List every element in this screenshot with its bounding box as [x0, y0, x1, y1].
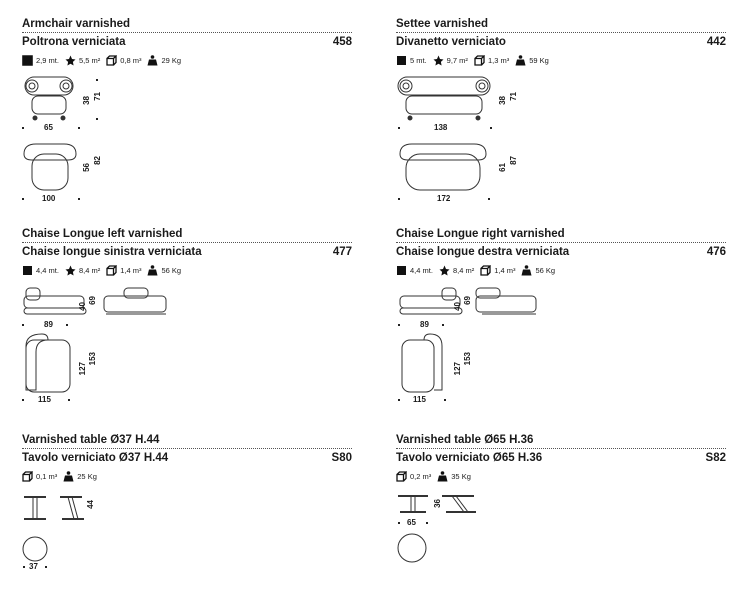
product-title-it: Chaise longue sinistra verniciata	[22, 242, 352, 259]
dim-seat-height: 38	[498, 96, 507, 105]
weight-icon	[147, 265, 158, 276]
dim-tick	[66, 324, 68, 326]
fabric-icon	[22, 55, 33, 66]
product-code: 477	[332, 246, 352, 258]
product-code: S82	[705, 452, 726, 464]
spec-value: 0,8 m³	[120, 55, 142, 65]
product-title-en: Chaise Longue left varnished	[22, 228, 183, 240]
product-title-en: Varnished table Ø37 H.44	[22, 434, 160, 446]
weight-icon	[437, 471, 448, 482]
spec-value: 35 Kg	[451, 471, 471, 481]
volume-icon	[106, 55, 117, 66]
spec-value: 4,4 mt.	[36, 265, 59, 275]
dim-seat-height: 40	[78, 302, 87, 311]
dim-tick	[490, 127, 492, 129]
spec-row	[22, 264, 352, 276]
dim-width-front: 65	[44, 123, 53, 132]
dim-depth-total: 153	[88, 352, 97, 366]
spec-value: 9,7 m²	[446, 55, 468, 65]
dim-depth-total: 82	[93, 156, 102, 165]
spec-value: 0,2 m³	[410, 471, 432, 481]
dim-tick	[22, 198, 24, 200]
armchair-top-drawing	[22, 142, 82, 194]
product-card-armchair	[22, 17, 352, 66]
chaise-left-top-drawing	[22, 332, 74, 394]
dim-tick	[23, 566, 25, 568]
volume-icon	[396, 471, 407, 482]
dim-depth-total: 153	[463, 352, 472, 366]
spec-value: 0,1 m³	[36, 471, 58, 481]
weight-icon	[63, 471, 74, 482]
spec-value: 8,4 m²	[78, 265, 101, 275]
product-code: 442	[706, 36, 726, 48]
spec-value: 56 Kg	[161, 265, 182, 275]
product-title-it: Poltrona verniciata	[22, 32, 352, 49]
dim-width-front: 89	[44, 320, 53, 329]
dim-tick	[22, 324, 24, 326]
dim-tick	[442, 324, 444, 326]
dim-tick	[96, 79, 98, 81]
product-code: 458	[332, 36, 352, 48]
dim-width-front: 89	[420, 320, 429, 329]
volume-icon	[22, 471, 33, 482]
settee-front-drawing	[396, 74, 496, 124]
product-code: S80	[331, 452, 352, 464]
dim-tick	[45, 566, 47, 568]
spec-row	[396, 264, 726, 276]
dim-tick	[96, 118, 98, 120]
product-card-chaise-right	[396, 227, 726, 276]
product-title-en: Armchair varnished	[22, 18, 131, 30]
dim-seat-height: 40	[453, 302, 462, 311]
product-card-table-37	[22, 433, 352, 482]
table-37-elevation-drawing	[22, 495, 86, 525]
dim-diameter: 37	[29, 562, 38, 571]
dim-diameter: 65	[407, 518, 416, 527]
spec-value: 1,3 m³	[487, 55, 510, 65]
dim-tick	[426, 522, 428, 524]
dim-tick	[22, 399, 24, 401]
spec-value: 5,5 m²	[78, 55, 101, 65]
table-37-plan-drawing	[22, 536, 48, 562]
dim-height: 36	[433, 499, 442, 508]
spec-row	[396, 54, 726, 66]
product-title-it: Divanetto verniciato	[396, 32, 726, 49]
spec-value: 1,4 m³	[120, 265, 142, 275]
dim-tick	[398, 522, 400, 524]
dim-depth-seat: 127	[78, 362, 87, 376]
dim-tick	[78, 198, 80, 200]
dim-total-height: 69	[463, 296, 472, 305]
weight-icon	[521, 265, 532, 276]
dim-depth-seat: 127	[453, 362, 462, 376]
spec-value: 5 mt.	[410, 55, 427, 65]
spec-value: 25 Kg	[77, 471, 97, 481]
dim-width-top: 115	[413, 395, 426, 404]
dim-tick	[398, 399, 400, 401]
dim-depth-seat: 56	[82, 163, 91, 172]
armchair-front-drawing	[20, 74, 80, 122]
product-title-it: Tavolo verniciato Ø37 H.44	[22, 448, 352, 465]
dim-depth-total: 87	[509, 156, 518, 165]
fabric-icon	[22, 265, 33, 276]
spec-value: 2,9 mt.	[36, 55, 59, 65]
spec-value: 56 Kg	[535, 265, 556, 275]
volume-icon	[480, 265, 491, 276]
dim-tick	[398, 324, 400, 326]
product-title-it: Tavolo verniciato Ø65 H.36	[396, 448, 726, 465]
dim-tick	[398, 198, 400, 200]
weight-icon	[147, 55, 158, 66]
fabric-icon	[396, 265, 407, 276]
product-card-settee	[396, 17, 726, 66]
dim-width-top: 100	[42, 194, 56, 203]
spec-value: 1,4 m³	[494, 265, 516, 275]
product-title-it: Chaise longue destra verniciata	[396, 242, 726, 259]
dim-total-height: 69	[88, 296, 97, 305]
product-title-en: Varnished table Ø65 H.36	[396, 434, 534, 446]
weight-icon	[515, 55, 526, 66]
spec-value: 8,4 m²	[452, 265, 475, 275]
leather-icon	[433, 55, 444, 66]
fabric-icon	[396, 55, 407, 66]
leather-icon	[65, 55, 76, 66]
dim-width-top: 172	[437, 194, 451, 203]
leather-icon	[439, 265, 450, 276]
dim-tick	[398, 127, 400, 129]
dim-tick	[22, 127, 24, 129]
volume-icon	[474, 55, 485, 66]
chaise-right-top-drawing	[398, 332, 450, 394]
product-title-en: Chaise Longue right varnished	[396, 228, 565, 240]
table-65-plan-drawing	[396, 532, 428, 564]
leather-icon	[65, 265, 76, 276]
spec-row	[396, 470, 726, 482]
dim-depth-seat: 61	[498, 163, 507, 172]
dim-seat-height: 38	[82, 96, 91, 105]
product-title-en: Settee varnished	[396, 18, 489, 30]
spec-value: 29 Kg	[161, 55, 182, 65]
dim-tick	[68, 399, 70, 401]
settee-top-drawing	[398, 142, 490, 194]
dim-total-height: 71	[509, 92, 518, 101]
spec-value: 4,4 mt.	[410, 265, 433, 275]
spec-value: 59 Kg	[529, 55, 549, 65]
product-code: 476	[706, 246, 726, 258]
dim-width-front: 138	[434, 123, 448, 132]
product-card-chaise-left	[22, 227, 352, 276]
volume-icon	[106, 265, 117, 276]
dim-tick	[444, 399, 446, 401]
dim-tick	[488, 198, 490, 200]
spec-row	[22, 54, 352, 66]
product-card-table-65	[396, 433, 726, 482]
spec-row	[22, 470, 352, 482]
dim-height: 44	[86, 500, 95, 509]
dim-width-top: 115	[38, 395, 51, 404]
dim-total-height: 71	[93, 92, 102, 101]
dim-tick	[78, 127, 80, 129]
